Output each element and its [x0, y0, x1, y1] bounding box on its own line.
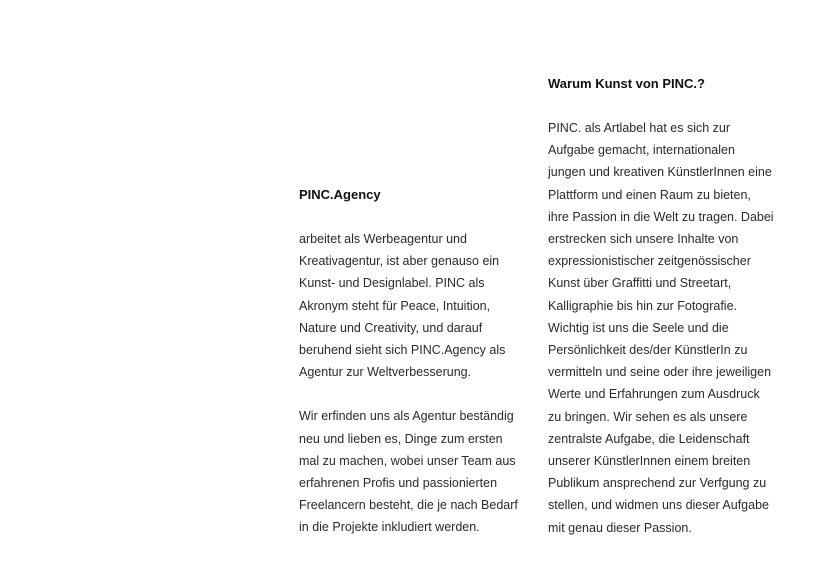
paragraph-line: mal zu machen, wobei unser Team aus [299, 453, 516, 468]
art-heading: Warum Kunst von PINC.? [548, 76, 705, 91]
paragraph-line: Wichtig ist uns die Seele und die [548, 320, 729, 335]
paragraph-line: erstrecken sich unsere Inhalte von [548, 232, 739, 247]
paragraph-line: arbeitet als Werbeagentur und [299, 232, 467, 246]
paragraph-line: Kunst- und Designlabel. PINC als [299, 276, 485, 291]
paragraph-line: Werte und Erfahrungen zum Ausdruck [548, 387, 760, 402]
paragraph-line: in die Projekte inkludiert werden. [299, 520, 480, 535]
agency-heading: PINC.Agency [299, 187, 381, 202]
agency-section [299, 184, 529, 539]
paragraph-line: Kreativagentur, ist aber genauso ein [299, 254, 500, 269]
agency-team-paragraph [299, 405, 529, 538]
paragraph-line: Nature und Creativity, und darauf [299, 320, 483, 335]
art-section [548, 73, 778, 539]
paragraph-line: Kalligraphie bis hin zur Fotografie. [548, 298, 737, 313]
paragraph-line: erfahrenen Profis und passionierten [299, 476, 498, 491]
paragraph-line: Akronym steht für Peace, Intuition, [299, 298, 491, 313]
paragraph-line: Agentur zur Weltverbesserung. [299, 365, 472, 380]
paragraph-line: zu bringen. Wir sehen es als unsere [548, 409, 748, 424]
paragraph-line: stellen, und widmen uns dieser Aufgabe [548, 498, 769, 513]
paragraph-line: expressionistischer zeitgenössischer [548, 254, 751, 269]
paragraph-line: zentralste Aufgabe, die Leidenschaft [548, 431, 750, 446]
art-paragraph [548, 117, 778, 539]
paragraph-line: Wir erfinden uns als Agentur beständig [299, 409, 514, 424]
paragraph-line: Kunst über Graffitti und Streetart, [548, 276, 732, 291]
paragraph-line: Plattform und einen Raum zu bieten, [548, 187, 751, 202]
paragraph-line: neu und lieben es, Dinge zum ersten [299, 431, 503, 446]
paragraph-line: beruhend sieht sich PINC.Agency als [299, 343, 506, 358]
paragraph-line: Publikum ansprechend zur Verfgung zu [548, 476, 767, 491]
paragraph-line: mit genau dieser Passion. [548, 520, 692, 535]
paragraph-line: vermitteln und seine oder ihre jeweiligen [548, 365, 772, 380]
paragraph-line: Aufgabe gemacht, internationalen [548, 143, 735, 158]
paragraph-line: Freelancern besteht, die je nach Bedarf [299, 498, 518, 513]
paragraph-line: Persönlichkeit des/der KünstlerIn zu [548, 343, 748, 358]
paragraph-line: unserer KünstlerInnen einem breiten [548, 454, 751, 469]
agency-intro-paragraph [299, 228, 529, 383]
paragraph-line: jungen und kreativen KünstlerInnen eine [548, 165, 772, 180]
paragraph-line: PINC. als Artlabel hat es sich zur [548, 121, 731, 135]
paragraph-line: ihre Passion in die Welt zu tragen. Dabei [548, 209, 774, 224]
